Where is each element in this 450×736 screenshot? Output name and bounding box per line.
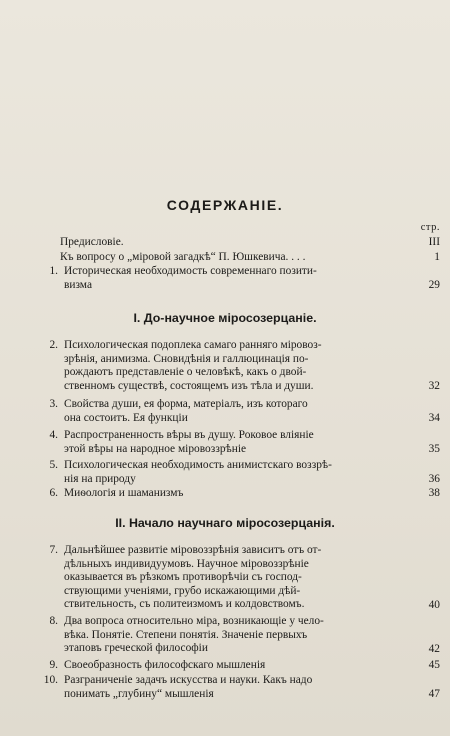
toc-entry-number: 10. [43, 674, 58, 686]
toc-entry-line: этаповъ греческой философіи [64, 642, 208, 655]
toc-entry-page: 29 [428, 279, 440, 292]
toc-entry-line: Свойства души, ея форма, матеріалъ, изъ котораго [64, 398, 308, 410]
toc-entry-8 [34, 615, 440, 657]
toc-entry-line: Дальнѣйшее развитіе міровоззрѣнія зависитъ отъ от- [64, 544, 322, 556]
toc-entry-1 [34, 265, 440, 293]
toc-entry-line: Психологическая подоплека самаго ранняго міровоз- [64, 339, 322, 351]
toc-entry-page: 36 [428, 473, 440, 486]
toc-entry-page: 45 [428, 659, 440, 672]
toc-entry-page: 40 [428, 599, 440, 612]
toc-entry-line: ствующими ученіями, грубо искажающими дѣй- [64, 584, 301, 597]
toc-entry-line: рождаютъ представленіе о человѣкѣ, какъ о двой- [64, 366, 307, 379]
section-1-title: I. До-научное міросозерцаніе. [133, 311, 317, 325]
toc-entry-line: ствительность, съ политеизмомъ и колдовствомъ. [64, 598, 305, 611]
toc-entry-line: оказывается въ рѣзкомъ противорѣчіи съ господ- [64, 571, 302, 584]
toc-entry-number: 8. [49, 615, 58, 627]
toc-entry-line: Распространенность вѣры въ душу. Роковое вліяніе [64, 429, 314, 441]
toc-entry-5 [34, 459, 440, 487]
toc-entry-number: 4. [49, 429, 58, 441]
toc-entry-page: 42 [428, 643, 440, 656]
toc-entry-line: Разграниченіе задачъ искусства и науки. Какъ надо [64, 674, 313, 686]
toc-entry-number: 5. [49, 459, 58, 471]
toc-entry-page: 35 [428, 443, 440, 456]
toc-entry-2 [34, 339, 440, 394]
toc-entry-6 [34, 487, 440, 501]
toc-entry-number: 9. [49, 659, 58, 671]
toc-entry-line: зрѣнія, анимизма. Сновидѣнія и галлюцинація по- [64, 352, 309, 365]
toc-entry-line: ственномъ существѣ, состоящемъ изъ тѣла и души. [64, 379, 314, 392]
toc-entry-line: Психологическая необходимость анимистскаго воззрѣ- [64, 459, 332, 471]
toc-entry-line: нія на природу [64, 472, 136, 485]
section-2-title: II. Начало научнаго міросозерцанія. [115, 516, 335, 530]
toc-entry-line: Историческая необходимость современнаго позити- [64, 265, 317, 277]
toc-entry-number: 6. [49, 487, 58, 499]
toc-entry-7 [34, 544, 440, 613]
toc-entry-10 [34, 674, 440, 702]
toc-entry-page: 47 [428, 688, 440, 701]
toc-entry-page: 32 [428, 380, 440, 393]
toc-entry-page: III [428, 236, 440, 248]
page-column-label: стр. [420, 222, 440, 233]
toc-entry-text: Предисловіе. [60, 236, 124, 248]
toc-entry-number: 3. [49, 398, 58, 410]
toc-entry-line: вѣка. Понятіе. Степени понятія. Значеніе первыхъ [64, 628, 308, 641]
toc-entry-number: 7. [49, 544, 58, 556]
toc-entry-9 [34, 659, 440, 673]
toc-entry-line: дѣльныхъ индивидуумовъ. Научное міровоззрѣніе [64, 557, 309, 570]
toc-entry-page: 1 [434, 251, 440, 263]
toc-entry-line: понимать „глубину“ мышленія [64, 687, 214, 700]
toc-entry-preface [34, 236, 440, 250]
toc-entry-4 [34, 429, 440, 457]
toc-entry-line: Два вопроса относительно міра, возникающіе у чело- [64, 615, 324, 627]
toc-entry-line: этой вѣры на народное міровоззрѣніе [64, 442, 247, 455]
page-heading: СОДЕРЖАНІЕ. [166, 197, 284, 213]
toc-entry-3 [34, 398, 440, 426]
toc-entry-line: она состоитъ. Ея функціи [64, 411, 188, 424]
toc-entry-line: Своеобразность философскаго мышленія [64, 659, 266, 671]
toc-entry-text: Къ вопросу о „міровой загадкѣ“ П. Юшкевича. . . . [60, 251, 306, 263]
toc-entry-line: визма [64, 278, 92, 291]
toc-entry-number: 2. [49, 339, 58, 351]
toc-entry-page: 38 [428, 487, 440, 500]
toc-entry-world-riddle [34, 251, 440, 265]
toc-entry-page: 34 [428, 412, 440, 425]
toc-entry-line: Миѳологія и шаманизмъ [64, 487, 184, 499]
toc-entry-number: 1. [49, 265, 58, 277]
